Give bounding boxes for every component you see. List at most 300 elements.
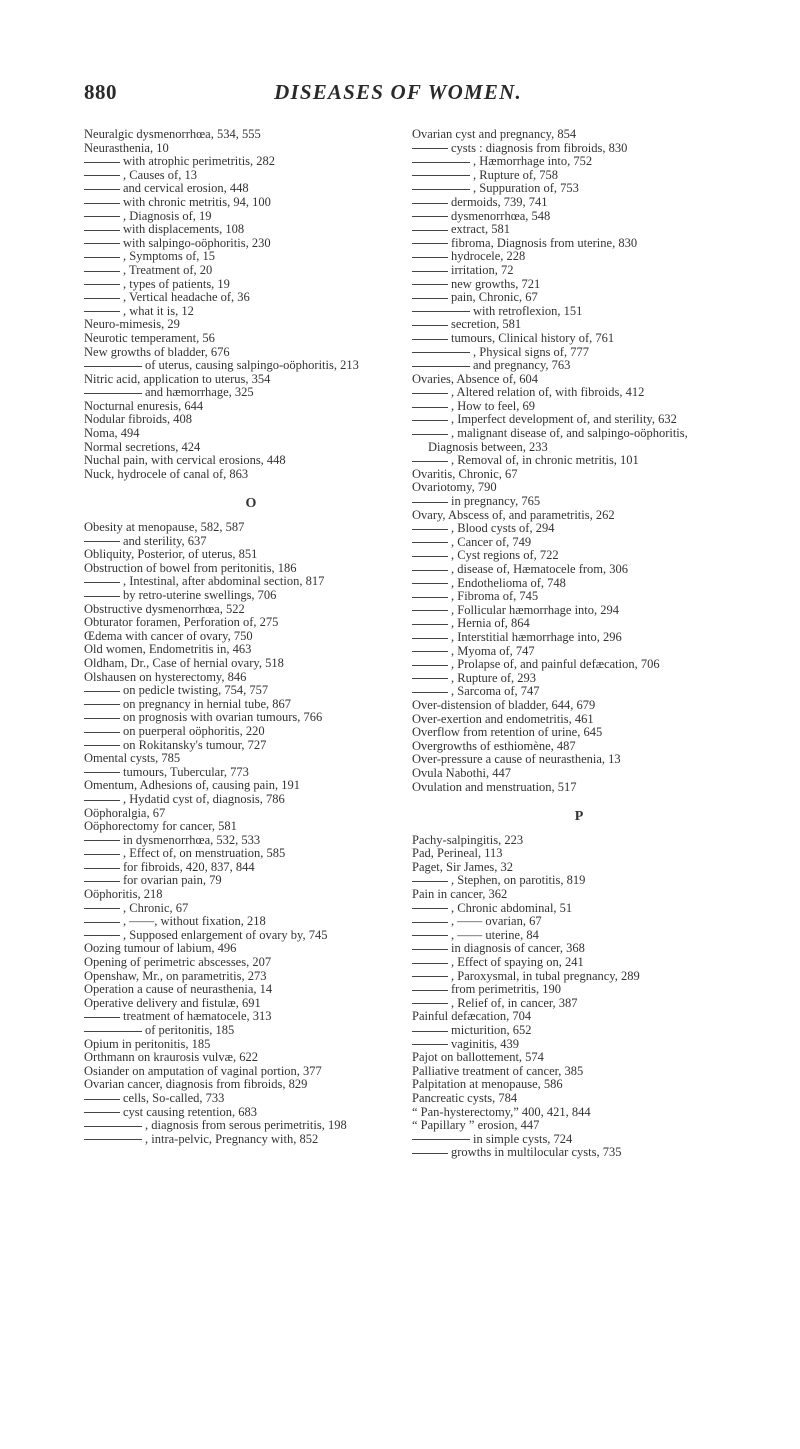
index-entry [84,752,402,766]
entry-text: , Paroxysmal, in tubal pregnancy, 289 [451,968,640,983]
index-subentry [412,617,730,631]
ditto-rule [412,935,448,936]
entry-text: irritation, 72 [451,262,514,277]
entry-text: Overflow from retention of urine, 645 [412,725,603,740]
index-subentry [84,711,402,725]
entry-text: , Prolapse of, and painful defæcation, 706 [451,657,660,672]
entry-text: , —— ovarian, 67 [451,914,542,929]
ditto-rule [84,230,120,231]
ditto-rule [84,189,120,190]
ditto-rule [412,665,448,666]
entry-text: in dysmenorrhœa, 532, 533 [123,832,261,847]
entry-text: with displacements, 108 [123,222,245,237]
index-subentry [412,970,730,984]
entry-text: Nodular fibroids, 408 [84,412,192,427]
index-entry [84,332,402,346]
entry-text: hydrocele, 228 [451,249,526,264]
ditto-rule [84,582,120,583]
index-subentry [412,237,730,251]
entry-text: Over-pressure a cause of neurasthenia, 13 [412,752,621,767]
entry-text: on prognosis with ovarian tumours, 766 [123,710,323,725]
ditto-rule [84,840,120,841]
ditto-rule [412,570,448,571]
entry-text: in simple cysts, 724 [473,1131,573,1146]
index-entry [412,781,730,795]
ditto-rule [412,325,448,326]
entry-text: dermoids, 739, 741 [451,194,548,209]
index-subentry [84,237,402,251]
entry-text: with atrophic perimetritis, 282 [123,154,276,169]
entry-text: from perimetritis, 190 [451,982,562,997]
entry-text: Orthmann on kraurosis vulvæ, 622 [84,1050,258,1065]
entry-text: , Relief of, in cancer, 387 [451,995,578,1010]
entry-text: vaginitis, 439 [451,1036,520,1051]
index-subentry [84,766,402,780]
ditto-rule [412,692,448,693]
index-subentry [84,1092,402,1106]
entry-text: , Rupture of, 293 [451,670,537,685]
entry-text: , Effect of, on menstruation, 585 [123,846,286,861]
index-subentry [412,590,730,604]
entry-text: , Hernia of, 864 [451,616,530,631]
ditto-rule [412,1153,448,1154]
ditto-rule [412,271,448,272]
index-subentry [412,427,730,454]
ditto-rule [84,800,120,801]
entry-text: , disease of, Hæmatocele from, 306 [451,562,629,576]
entry-text: Nuchal pain, with cervical erosions, 448 [84,453,286,468]
ditto-rule [412,461,448,462]
ditto-rule [412,542,448,543]
index-subentry [84,291,402,305]
index-subentry [84,1133,402,1147]
ditto-rule [412,175,470,176]
index-subentry [84,155,402,169]
entry-text: in diagnosis of cancer, 368 [451,941,585,956]
entry-text: , Imperfect development of, and sterility, 632 [451,412,677,427]
index-letter-heading: P [574,809,584,825]
index-subentry [84,698,402,712]
index-subentry [412,658,730,672]
ditto-rule [412,610,448,611]
index-subentry [412,223,730,237]
index-subentry [412,318,730,332]
index-subentry [412,983,730,997]
entry-text: , Effect of spaying on, 241 [451,955,584,970]
index-entry [84,1065,402,1079]
index-entry [84,454,402,468]
ditto-rule [412,393,448,394]
index-entry [412,1051,730,1065]
entry-text: , Intestinal, after abdominal section, 817 [123,574,325,589]
index-entry [84,671,402,685]
entry-text: , what it is, 12 [123,303,194,318]
entry-text: , malignant disease of, and salpingo-oöphoritis, Diagnosis between, 233 [428,426,688,454]
index-entry [84,346,402,360]
index-entry [84,441,402,455]
index-subentry [412,915,730,929]
page-header [84,80,712,110]
ditto-rule [412,243,448,244]
ditto-rule [412,230,448,231]
entry-text: , How to feel, 69 [451,398,536,413]
ditto-rule [84,704,120,705]
index-entry [412,1119,730,1133]
index-subentry [412,454,730,468]
entry-text: new growths, 721 [451,276,541,291]
index-subentry [84,575,402,589]
entry-text: Palpitation at menopause, 586 [412,1077,563,1092]
entry-text: , Altered relation of, with fibroids, 412 [451,385,645,400]
entry-text: of peritonitis, 185 [145,1023,235,1037]
index-subentry [412,359,730,373]
entry-text: and sterility, 637 [123,533,207,548]
ditto-rule [412,949,448,950]
entry-text: Openshaw, Mr., on parametritis, 273 [84,968,267,983]
ditto-rule [84,922,120,923]
index-subentry [84,264,402,278]
index-entry [412,753,730,767]
entry-text: Ovarian cancer, diagnosis from fibroids, 829 [84,1077,308,1092]
index-subentry [84,589,402,603]
index-entry [412,847,730,861]
index-subentry [412,346,730,360]
entry-text: cells, So-called, 733 [123,1090,225,1105]
entry-text: Obstructive dysmenorrhœa, 522 [84,601,245,616]
ditto-rule [84,216,120,217]
entry-text: Obliquity, Posterior, of uterus, 851 [84,547,258,562]
entry-text: Neurasthenia, 10 [84,140,169,155]
entry-text: Pancreatic cysts, 784 [412,1090,518,1105]
entry-text: , Removal of, in chronic metritis, 101 [451,453,639,468]
entry-text: extract, 581 [451,222,511,237]
ditto-rule [412,148,448,149]
entry-text: , ——, without fixation, 218 [123,914,266,929]
index-column-right [412,128,730,1160]
entry-text: Noma, 494 [84,426,140,441]
ditto-rule [84,908,120,909]
ditto-rule [412,651,448,652]
ditto-rule [412,529,448,530]
index-subentry [412,305,730,319]
index-subentry [412,874,730,888]
index-subentry [412,1038,730,1052]
index-subentry [412,155,730,169]
index-subentry [84,182,402,196]
entry-text: Operative delivery and fistulæ, 691 [84,995,261,1010]
ditto-rule [84,1031,142,1032]
ditto-rule [84,854,120,855]
index-entry [84,779,402,793]
index-entry [84,956,402,970]
entry-text: New growths of bladder, 676 [84,344,230,359]
ditto-rule [412,976,448,977]
entry-text: “ Pan-hysterectomy,” 400, 421, 844 [412,1104,591,1119]
entry-text: Obturator foramen, Perforation of, 275 [84,615,279,630]
entry-text: , Vertical headache of, 36 [123,290,250,305]
index-entry [84,427,402,441]
entry-text: Ovulation and menstruation, 517 [412,779,577,794]
entry-text: , Cancer of, 749 [451,534,532,549]
index-subentry [412,142,730,156]
entry-text: , Interstitial hæmorrhage into, 296 [451,629,622,644]
entry-text: for ovarian pain, 79 [123,873,222,888]
entry-text: Pain in cancer, 362 [412,887,508,902]
ditto-rule [412,624,448,625]
index-subentry [412,386,730,400]
index-subentry [412,672,730,686]
index-subentry [412,1146,730,1160]
entry-text: , Cyst regions of, 722 [451,548,559,563]
entry-text: Oöphoralgia, 67 [84,805,166,820]
index-entry [84,1078,402,1092]
index-subentry [412,956,730,970]
ditto-rule [412,908,448,909]
ditto-rule [412,678,448,679]
entry-text: “ Papillary ” erosion, 447 [412,1118,540,1133]
entry-text: , —— uterine, 84 [451,927,539,942]
entry-text: tumours, Tubercular, 773 [123,764,249,779]
ditto-rule [412,257,448,258]
index-subentry [84,196,402,210]
ditto-rule [84,596,120,597]
entry-text: with retroflexion, 151 [473,303,583,318]
index-column-left [84,128,402,1146]
index-subentry [84,874,402,888]
index-entry [412,1065,730,1079]
ditto-rule [84,1017,120,1018]
index-subentry [412,549,730,563]
entry-text: and hæmorrhage, 325 [145,385,254,400]
index-subentry [84,278,402,292]
page-number: 880 [84,80,117,104]
entry-text: on Rokitansky's tumour, 727 [123,737,267,752]
index-subentry [84,834,402,848]
ditto-rule [412,339,448,340]
index-subentry [84,305,402,319]
index-subentry [84,1024,402,1038]
index-entry [84,521,402,535]
entry-text: , Causes of, 13 [123,167,197,182]
entry-text: Ovula Nabothi, 447 [412,765,511,780]
entry-text: pain, Chronic, 67 [451,290,538,305]
entry-text: Old women, Endometritis in, 463 [84,642,252,657]
ditto-rule [412,556,448,557]
entry-text: , Chronic abdominal, 51 [451,900,573,915]
ditto-rule [412,366,470,367]
index-entry [84,373,402,387]
index-entry [84,942,402,956]
index-subentry [412,536,730,550]
entry-text: , Suppuration of, 753 [473,181,579,196]
ditto-rule [84,175,120,176]
running-title: DISEASES OF WOMEN. [274,80,522,104]
index-entry [412,888,730,902]
entry-text: Pad, Perineal, 113 [412,846,503,861]
ditto-rule [84,366,142,367]
entry-text: , intra-pelvic, Pregnancy with, 852 [145,1131,319,1146]
entry-text: Oozing tumour of labium, 496 [84,941,237,956]
ditto-rule [412,434,448,435]
index-subentry [84,1010,402,1024]
entry-text: Operation a cause of neurasthenia, 14 [84,982,273,997]
entry-text: Ovarian cyst and pregnancy, 854 [412,127,577,141]
ditto-rule [84,691,120,692]
ditto-rule [412,963,448,964]
index-subentry [412,291,730,305]
index-entry [84,643,402,657]
entry-text: in pregnancy, 765 [451,494,541,509]
index-subentry [84,793,402,807]
entry-text: of uterus, causing salpingo-oöphoritis, 213 [145,358,359,373]
index-entry [84,983,402,997]
entry-text: , Hydatid cyst of, diagnosis, 786 [123,791,285,806]
index-subentry [412,563,730,577]
ditto-rule [84,298,120,299]
entry-text: Opium in peritonitis, 185 [84,1036,211,1051]
entry-text: Ovaritis, Chronic, 67 [412,466,518,481]
index-subentry [412,413,730,427]
entry-text: , Stephen, on parotitis, 819 [451,873,586,888]
index-entry [84,318,402,332]
ditto-rule [84,203,120,204]
index-entry [412,509,730,523]
entry-text: , Hæmorrhage into, 752 [473,154,593,169]
index-subentry [412,929,730,943]
index-subentry [84,169,402,183]
ditto-rule [412,597,448,598]
ditto-rule [84,772,120,773]
entry-text: Pachy-salpingitis, 223 [412,832,524,847]
index-entry [84,630,402,644]
index-subentry [412,942,730,956]
entry-text: , Treatment of, 20 [123,262,213,277]
entry-text: on puerperal oöphoritis, 220 [123,723,265,738]
entry-text: , Myoma of, 747 [451,643,535,658]
ditto-rule [412,1003,448,1004]
ditto-rule [84,271,120,272]
entry-text: with salpingo-oöphoritis, 230 [123,235,271,250]
index-subentry [412,332,730,346]
ditto-rule [412,352,470,353]
index-subentry [412,577,730,591]
ditto-rule [84,1126,142,1127]
entry-text: by retro-uterine swellings, 706 [123,588,277,602]
entry-text: on pedicle twisting, 754, 757 [123,683,269,698]
index-entry [84,142,402,156]
index-subentry [412,278,730,292]
entry-text: Obesity at menopause, 582, 587 [84,520,245,535]
index-subentry [84,1119,402,1133]
entry-text: Palliative treatment of cancer, 385 [412,1063,584,1078]
ditto-rule [412,420,448,421]
entry-text: Olshausen on hysterectomy, 846 [84,669,247,684]
index-entry [412,713,730,727]
index-entry [412,373,730,387]
ditto-rule [412,189,470,190]
index-entry [84,657,402,671]
entry-text: Ovaries, Absence of, 604 [412,371,539,386]
entry-text: Ovariotomy, 790 [412,480,497,495]
ditto-rule [412,203,448,204]
index-entry [84,888,402,902]
index-subentry [412,210,730,224]
entry-text: Nitric acid, application to uterus, 354 [84,371,271,386]
ditto-rule [412,311,470,312]
index-entry [412,1078,730,1092]
entry-text: , Supposed enlargement of ovary by, 745 [123,927,328,942]
entry-text: dysmenorrhœa, 548 [451,208,551,223]
index-subentry [412,522,730,536]
index-letter-heading: O [245,496,257,512]
index-entry [412,1106,730,1120]
entry-text: treatment of hæmatocele, 313 [123,1009,272,1024]
ditto-rule [84,868,120,869]
entry-text: cysts : diagnosis from fibroids, 830 [451,140,628,155]
entry-text: micturition, 652 [451,1023,532,1037]
index-subentry [412,1024,730,1038]
entry-text: Paget, Sir James, 32 [412,859,514,874]
index-subentry [412,631,730,645]
ditto-rule [412,284,448,285]
ditto-rule [412,298,448,299]
ditto-rule [412,881,448,882]
ditto-rule [412,638,448,639]
entry-text: on pregnancy in hernial tube, 867 [123,696,292,711]
entry-text: , Endothelioma of, 748 [451,575,566,590]
index-subentry [84,902,402,916]
entry-text: with chronic metritis, 94, 100 [123,194,271,209]
index-subentry [84,359,402,373]
entry-text: Nuck, hydrocele of canal of, 863 [84,466,249,481]
entry-text: Neurotic temperament, 56 [84,330,215,345]
entry-text: growths in multilocular cysts, 735 [451,1145,622,1160]
index-subentry [412,902,730,916]
ditto-rule [412,583,448,584]
index-subentry [412,169,730,183]
entry-text: Ovary, Abscess of, and parametritis, 262 [412,507,615,522]
entry-text: Osiander on amputation of vaginal portion, 377 [84,1063,322,1078]
index-subentry [84,929,402,943]
index-entry [412,128,730,142]
entry-text: Opening of perimetric abscesses, 207 [84,955,272,970]
entry-text: Omental cysts, 785 [84,751,181,766]
index-entry [412,767,730,781]
index-subentry [412,250,730,264]
index-entry [84,128,402,142]
index-subentry [412,645,730,659]
entry-text: Pajot on ballottement, 574 [412,1050,544,1065]
index-subentry [412,997,730,1011]
entry-text: , types of patients, 19 [123,276,230,291]
entry-text: fibroma, Diagnosis from uterine, 830 [451,235,638,250]
entry-text: Obstruction of bowel from peritonitis, 186 [84,560,297,575]
index-entry [412,834,730,848]
index-entry [412,699,730,713]
ditto-rule [412,502,448,503]
entry-text: Over-distension of bladder, 644, 679 [412,697,596,712]
ditto-rule [84,1139,142,1140]
ditto-rule [84,732,120,733]
entry-text: , Rupture of, 758 [473,167,559,182]
entry-text: Painful defæcation, 704 [412,1009,532,1024]
index-entry [412,481,730,495]
index-subentry [84,386,402,400]
entry-text: Neuro-mimesis, 29 [84,317,180,332]
index-subentry [412,196,730,210]
entry-text: Neuralgic dysmenorrhœa, 534, 555 [84,127,261,141]
entry-text: for fibroids, 420, 837, 844 [123,859,255,874]
